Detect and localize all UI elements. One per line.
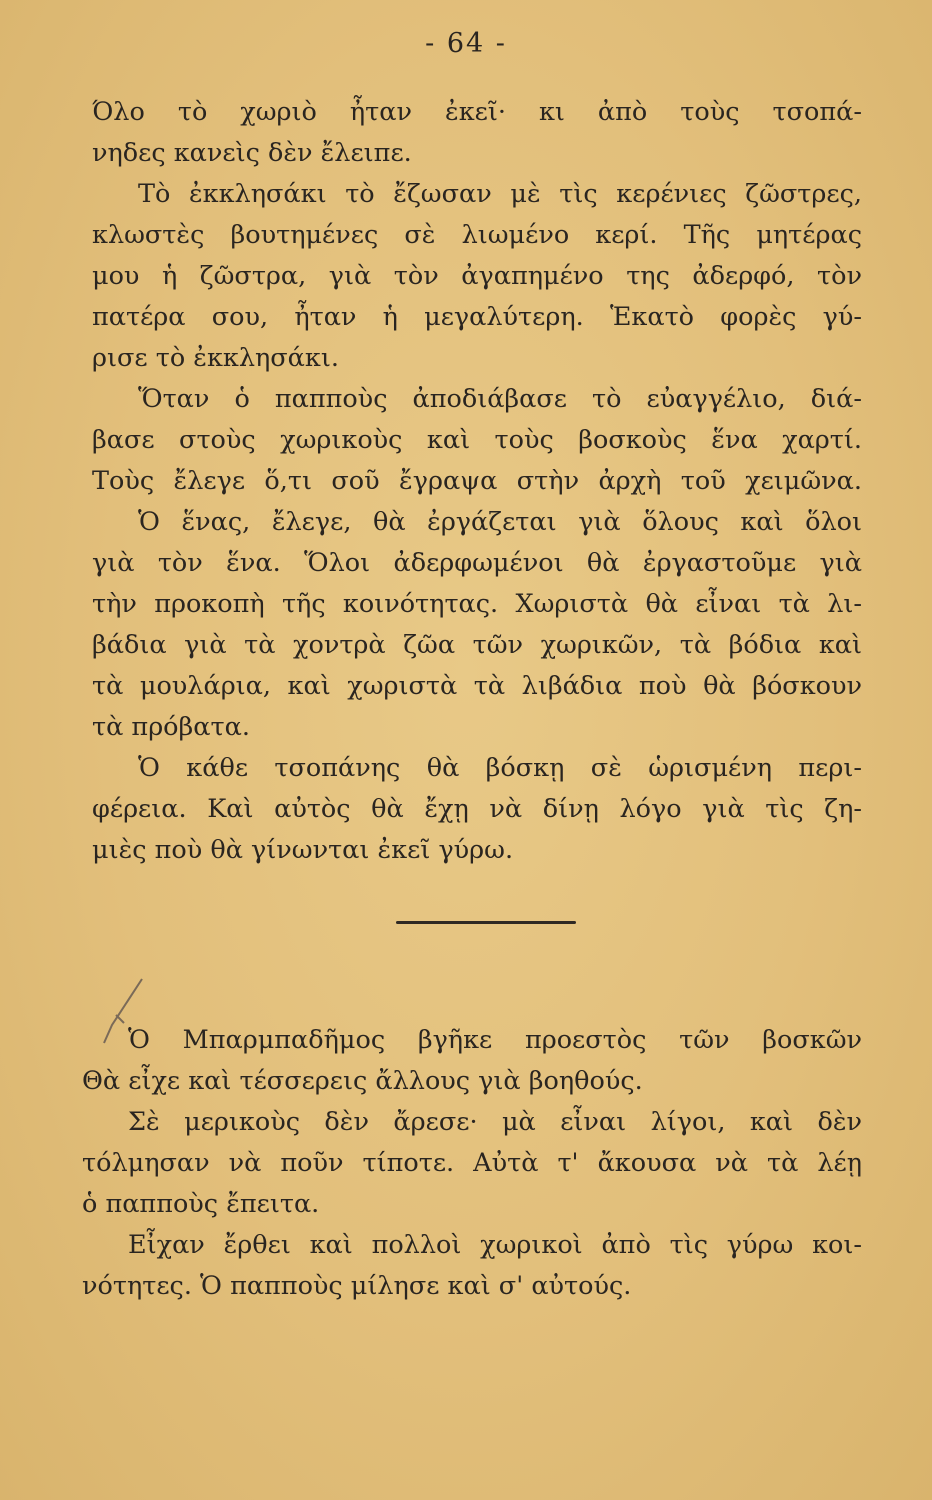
text-line: Θὰ εἶχε καὶ τέσσερεις ἄλλους γιὰ βοηθούς. [82, 1066, 643, 1096]
text-line: μιὲς ποὺ θὰ γίνωνται ἐκεῖ γύρω. [92, 835, 514, 865]
section-separator [396, 921, 576, 924]
text-line: Ὁ κάθε τσοπάνης θὰ βόσκῃ σὲ ὡρισμένη περι- [138, 753, 862, 783]
text-line: Ὁ Μπαρμπαδῆμος βγῆκε προεστὸς τῶν βοσκῶν [128, 1025, 862, 1055]
text-line: τὴν προκοπὴ τῆς κοινότητας. Χωριστὰ θὰ εἶναι τὰ λι- [92, 589, 862, 619]
text-line: Εἶχαν ἔρθει καὶ πολλοὶ χωρικοὶ ἀπὸ τὶς γύρω κοι- [128, 1230, 862, 1260]
text-line: ὁ παπποὺς ἔπειτα. [82, 1189, 320, 1219]
text-line: τόλμησαν νὰ ποῦν τίποτε. Αὐτὰ τ' ἄκουσα νὰ τὰ λέῃ [82, 1148, 862, 1178]
text-line: πατέρα σου, ἦταν ἡ μεγαλύτερη. Ἑκατὸ φορὲς γύ- [92, 302, 862, 332]
text-line: βάδια γιὰ τὰ χοντρὰ ζῶα τῶν χωρικῶν, τὰ βόδια καὶ [92, 630, 862, 660]
text-line: νηδες κανεὶς δὲν ἔλειπε. [92, 138, 412, 168]
text-line: Σὲ μερικοὺς δὲν ἄρεσε· μὰ εἶναι λίγοι, καὶ δὲν [128, 1107, 862, 1137]
text-line: Ὅταν ὁ παπποὺς ἀποδιάβασε τὸ εὐαγγέλιο, διά- [138, 384, 862, 414]
text-line: τὰ πρόβατα. [92, 712, 250, 742]
text-line: μου ἡ ζῶστρα, γιὰ τὸν ἀγαπημένο της ἀδερφό, τὸν [92, 261, 862, 291]
text-line: Τὸ ἐκκλησάκι τὸ ἔζωσαν μὲ τὶς κερένιες ζῶστρες, [138, 179, 862, 209]
text-section-2 [82, 1020, 862, 1307]
text-line: βασε στοὺς χωρικοὺς καὶ τοὺς βοσκοὺς ἕνα χαρτί. [92, 425, 862, 455]
text-line: κλωστὲς βουτημένες σὲ λιωμένο κερί. Τῆς μητέρας [92, 220, 862, 250]
text-line: νότητες. Ὁ παπποὺς μίλησε καὶ σ' αὐτούς. [82, 1271, 632, 1301]
text-line: ρισε τὸ ἐκκλησάκι. [92, 343, 339, 373]
text-section-1 [92, 92, 862, 871]
page-number: - 64 - [425, 28, 507, 59]
text-line: Τοὺς ἔλεγε ὅ,τι σοῦ ἔγραψα στὴν ἀρχὴ τοῦ χειμῶνα. [92, 466, 862, 496]
text-line: φέρεια. Καὶ αὐτὸς θὰ ἔχῃ νὰ δίνῃ λόγο γιὰ τὶς ζη- [92, 794, 862, 824]
text-line: γιὰ τὸν ἕνα. Ὅλοι ἀδερφωμένοι θὰ ἐργαστοῦμε γιὰ [92, 548, 862, 578]
text-line: Όλο τὸ χωριὸ ἦταν ἐκεῖ· κι ἀπὸ τοὺς τσοπά- [92, 97, 862, 127]
text-line: τὰ μουλάρια, καὶ χωριστὰ τὰ λιβάδια ποὺ θὰ βόσκουν [92, 671, 862, 701]
text-line: Ὁ ἕνας, ἔλεγε, θὰ ἐργάζεται γιὰ ὅλους καὶ ὅλοι [138, 507, 862, 537]
